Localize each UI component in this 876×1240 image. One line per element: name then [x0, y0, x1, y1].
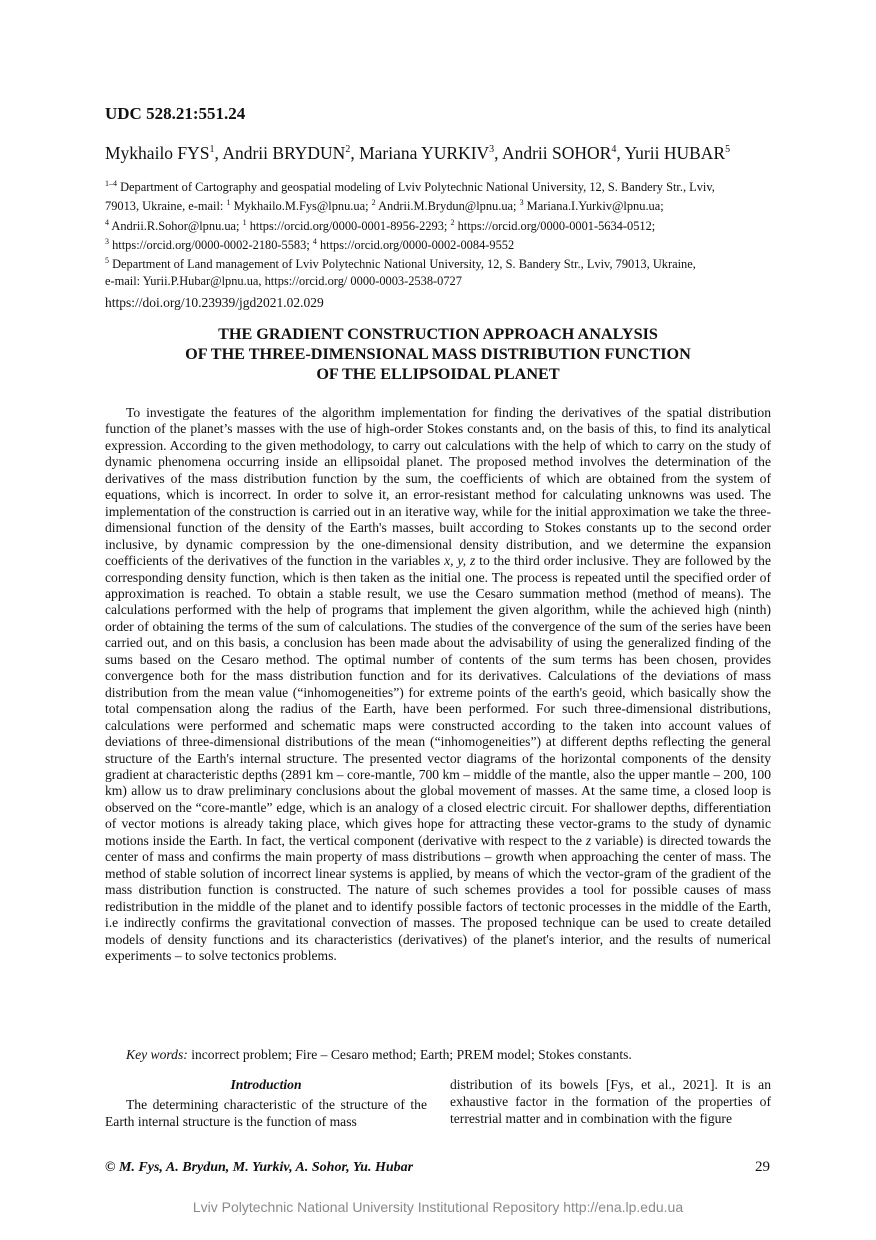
- affil-sup: 2: [371, 198, 376, 208]
- keywords: [126, 1047, 632, 1063]
- author-sup: 3: [489, 144, 495, 156]
- keywords-label: Key words:: [126, 1047, 188, 1062]
- email-link[interactable]: Andrii.M.Brydun@lpnu.ua;: [375, 199, 520, 214]
- affil-sup: 1: [226, 198, 231, 208]
- repository-watermark[interactable]: Lviv Polytechnic National University Institutional Repository http://ena.lp.edu.ua: [192, 1199, 684, 1215]
- affil-sup: 3: [105, 236, 109, 246]
- affil-sup: 5: [105, 256, 109, 266]
- orcid-link[interactable]: https://orcid.org/0000-0002-2180-5583;: [109, 238, 313, 253]
- keywords-text: incorrect problem; Fire – Cesaro method; Earth; PREM model; Stokes constants.: [187, 1047, 632, 1062]
- abstract-text: To investigate the features of the algorithm implementation for finding the derivatives of the spatial distribution function of the planet’s masses with the use of high-order Stokes constants and, on the basis of this, to find its analytical expression. According to the given methodology, to carry out calculations with the help of which to carry on the study of dynamic phenomena occurring inside an ellipsoidal planet. The proposed method involves the determination of the derivatives of the mass distribution function by the sum, the coefficients of which are obtained from the system of equations, which is incorrect. In order to solve it, an error-resistant method for calculating unknowns was used. The implementation of the construction is carried out in an iterative way, while for the initial approximation we take the three-dimensional function of the density of the Earth's masses, built according to Stokes constants up to the second order inclusive, by dynamic compression by the one-dimensional density distribution, and we determine the expansion coefficients of the derivatives of the function in the variables: [105, 405, 771, 569]
- author-name: Mariana YURKIV: [359, 143, 490, 163]
- affil-text: Department of Cartography and geospatial modeling of Lviv Polytechnic National University, 12, S. Bandery Str., Lviv,: [117, 180, 715, 195]
- abstract-text: variable) is directed towards the center of mass and confirms the main property of mass distributions – growth when approaching the center of mass. The method of stable solution of incorrect linear systems is applied, by means of which the vector-gram of the gradient of the mass distribution function is constructed. The nature of such schemes provides a tool for possible causes of mass redistribution in the middle of the planet and to identify possible factors of tectonic processes in the middle of the Earth, i.e indirectly confirms the gravitational convection of masses. The proposed technique can be used to create detailed models of density functions and its characteristics (derivatives) of the planet's interior, and the results of numerical experiments – to solve tectonics problems.: [105, 832, 772, 963]
- affiliation-line: [105, 234, 775, 253]
- orcid-link[interactable]: https://orcid.org/0000-0002-0084-9552: [316, 238, 515, 253]
- author-sup: 1: [209, 144, 215, 156]
- orcid-link[interactable]: https://orcid.org/0000-0001-5634-0512;: [454, 218, 656, 233]
- email-link[interactable]: Mariana.I.Yurkiv@lpnu.ua;: [523, 199, 664, 214]
- math-variables: x, y, z: [444, 553, 476, 569]
- affil-sup: 1: [242, 217, 247, 227]
- affiliation-line: [105, 176, 775, 195]
- page-number: 29: [755, 1159, 770, 1175]
- affil-text: Department of Land management of Lviv Polytechnic National University, 12, S. Bandery Str., Lviv, 79013, Ukraine,: [109, 257, 696, 272]
- author-name: Mykhailo FYS: [105, 143, 210, 163]
- email-link[interactable]: Andrii.R.Sohor@lpnu.ua;: [109, 218, 243, 233]
- affil-text: e-mail: Yurii.P.Hubar@lpnu.ua, https://orcid.org/ 0000-0003-2538-0727: [105, 273, 462, 288]
- author-name: Yurii HUBAR: [624, 143, 726, 163]
- section-heading: Introduction: [230, 1077, 302, 1092]
- title-line: THE GRADIENT CONSTRUCTION APPROACH ANALYSIS: [218, 325, 658, 343]
- author-sup: 5: [725, 144, 731, 156]
- author-name: Andrii BRYDUN: [222, 143, 346, 163]
- affiliation-line: [105, 195, 775, 214]
- introduction-right-column: distribution of its bowels [Fys, et al., 2021]. It is an exhaustive factor in the formation of the properties of terrestrial matter and in combination with the figure: [450, 1077, 771, 1126]
- affil-sup: 4: [105, 217, 109, 227]
- affil-sup: 4: [312, 236, 317, 246]
- title-line: OF THE ELLIPSOIDAL PLANET: [316, 365, 560, 383]
- introduction-left-column: [105, 1076, 427, 1130]
- math-variable: z: [585, 832, 592, 848]
- author-name: Andrii SOHOR: [501, 143, 612, 163]
- paper-title: [105, 324, 771, 384]
- orcid-link[interactable]: https://orcid.org/0000-0001-8956-2293;: [246, 218, 451, 233]
- abstract-text: to the third order inclusive. They are followed by the corresponding density function, which is then taken as the initial one. The process is repeated until the specified order of approximation is reached. To obtain a stable result, we use the Cesaro summation method (method of means). The calculations performed with the help of programs that implement the given algorithm, while the achieved high (ninth) order of obtaining the terms of the sum of calculations. The studies of the convergence of the sum of the series have been carried out, and on this basis, a conclusion has been made about the advisability of using the generalized finding of the sums based on the Cesaro method. The optimal number of contents of the sum terms has been chosen, provides convergence both for the mass distribution function and for its derivatives. Calculations of the deviations of mass distribution from the mean value (“inhomogeneities”) for extreme points of the earth's geoid, which basically show the total compensation along the radius of the Earth, have been performed. For such three-dimensional distributions, calculations were performed and schematic maps were constructed according to the taken into account values of deviations of three-dimensional distributions of the mean (“inhomogeneities”) at different depths reflecting the general structure of the Earth's internal structure. The presented vector diagrams of the horizontal components of the density gradient at characteristic depths (2891 km – core-mantle, 700 km – middle of the mantle, also the upper mantle – 200, 100 km) allow us to draw preliminary conclusions about the global movement of masses. At the same time, a closed loop is observed on the “core-mantle” edge, which is an analogy of a closed electric circuit. For shallower depths, differentiation of vector motions is already taking place, which gives hope for attracting these vector-grams to the study of dynamic motions inside the Earth. In fact, the vertical component (derivative with respect to the: [105, 553, 771, 848]
- author-sup: 2: [345, 144, 351, 156]
- affiliation-line: [105, 273, 775, 289]
- abstract: [105, 405, 771, 964]
- doi-link[interactable]: https://doi.org/10.23939/jgd2021.02.029: [105, 295, 324, 310]
- affil-sup: 1–4: [105, 179, 117, 188]
- title-line: OF THE THREE-DIMENSIONAL MASS DISTRIBUTION FUNCTION: [185, 345, 691, 363]
- author-sup: 4: [611, 144, 617, 156]
- affiliation-line: [105, 253, 775, 272]
- affil-sup: 3: [519, 198, 524, 208]
- author-list: Mykhailo FYS$^1$, Andrii BRYDUN$^2$, Mariana YURKIV$^3$, Andrii SOHOR$^4$, Yurii HUBAR$^5$: [105, 143, 731, 163]
- body-paragraph: The determining characteristic of the structure of the Earth internal structure is the function of mass: [105, 1097, 427, 1129]
- email-link[interactable]: Mykhailo.M.Fys@lpnu.ua;: [230, 199, 372, 214]
- affil-text: 79013, Ukraine, e-mail:: [105, 199, 227, 214]
- copyright-line: © M. Fys, A. Brydun, M. Yurkiv, A. Sohor, Yu. Hubar: [105, 1160, 414, 1175]
- udc-code: UDC 528.21:551.24: [105, 104, 246, 123]
- affiliation-line: [105, 215, 775, 234]
- affil-sup: 2: [450, 217, 455, 227]
- affiliations: [105, 176, 775, 289]
